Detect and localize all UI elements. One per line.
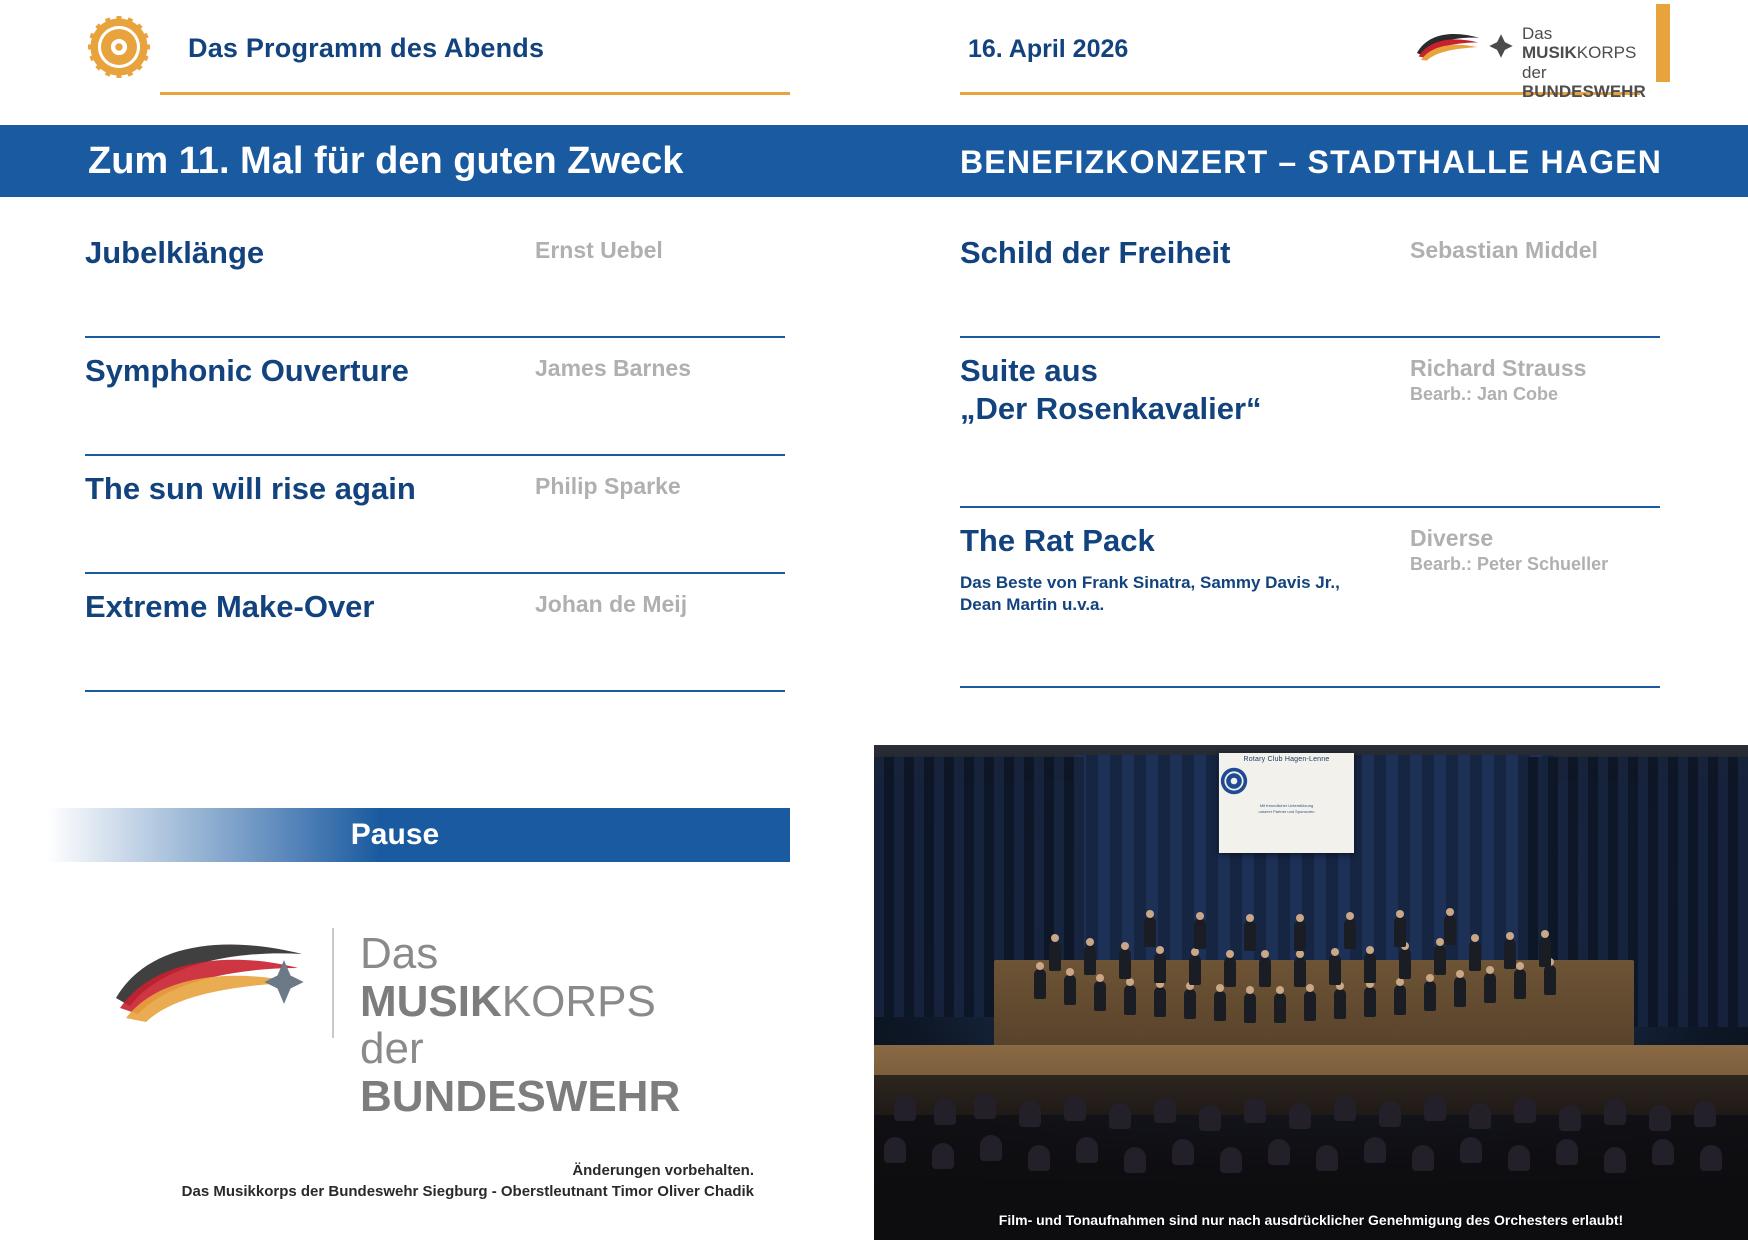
photo-stage-banner-text: Mit freundlicher Unterstützung unserer Partner und Sponsoren [1258,803,1315,815]
piece-arranger: Bearb.: Peter Schueller [1410,553,1609,574]
footnote [0,1160,782,1202]
program-list-left [85,220,785,692]
rotary-wheel-icon [1219,766,1249,796]
pause-label: Pause [350,818,440,851]
iron-cross-icon [1488,32,1514,60]
musikkorps-header-logo [1410,10,1650,102]
piece-composer: Richard Strauss Bearb.: Jan Cobe [1410,354,1650,405]
program-item [85,574,785,692]
rotary-wheel-icon [88,16,150,78]
program-item [960,220,1660,338]
banner-headline-left: Zum 11. Mal für den guten Zweck [88,140,684,182]
page-title: Das Programm des Abends [188,33,545,63]
event-date: 16. April 2026 [968,35,1129,63]
photo-orchestra [1024,895,1604,1035]
piece-title: Symphonic Ouverture [85,353,409,388]
piece-composer: Philip Sparke [535,473,681,499]
footnote-line-1: Änderungen vorbehalten. [572,1162,754,1179]
header-rule-left [160,92,790,95]
program-item [960,338,1660,508]
piece-title: The Rat Pack [960,523,1155,558]
photo-stage-banner [1219,753,1354,853]
musikkorps-wordmark: Das MUSIKKORPS der BUNDESWEHR [360,929,681,1121]
program-item [85,456,785,574]
bundeswehr-swoosh-icon [1414,28,1484,64]
concert-photo [874,745,1748,1240]
musikkorps-header-wordmark: Das MUSIKKORPS der BUNDESWEHR [1522,24,1646,102]
program-item [960,508,1660,688]
footnote-line-2: Das Musikkorps der Bundeswehr Siegburg - Oberstleutnant Timor Oliver Chadik [181,1183,754,1200]
page-header [0,0,1748,100]
program-list-right [960,220,1660,688]
piece-composer: Sebastian Middel [1410,237,1598,263]
piece-title: Jubelklänge [85,235,265,270]
header-accent-bar [1656,4,1670,82]
program-item [85,338,785,456]
photo-stage-banner-title: Rotary Club Hagen-Lenne [1243,756,1330,763]
piece-title: The sun will rise again [85,471,416,506]
iron-cross-icon [262,958,306,1006]
musikkorps-main-logo [110,920,730,1121]
piece-composer: Johan de Meij [535,591,688,617]
program-item [85,220,785,338]
logo-divider [332,928,334,1038]
banner-headline-right: BENEFIZKONZERT – STADTHALLE HAGEN [960,144,1663,180]
photo-caption: Film- und Tonaufnahmen sind nur nach ausdrücklicher Genehmigung des Orchesters erlaubt! [998,1212,1624,1228]
piece-composer: Ernst Uebel [535,237,663,263]
piece-title: Suite aus „Der Rosenkavalier“ [960,353,1262,426]
piece-composer: James Barnes [535,355,691,381]
piece-title: Schild der Freiheit [960,235,1231,270]
piece-title: Extreme Make-Over [85,589,375,624]
piece-composer: Diverse Bearb.: Peter Schueller [1410,524,1650,575]
piece-subtitle: Das Beste von Frank Sinatra, Sammy Davis Jr., Dean Martin u.v.a. [960,572,1340,614]
piece-arranger: Bearb.: Jan Cobe [1410,383,1559,404]
